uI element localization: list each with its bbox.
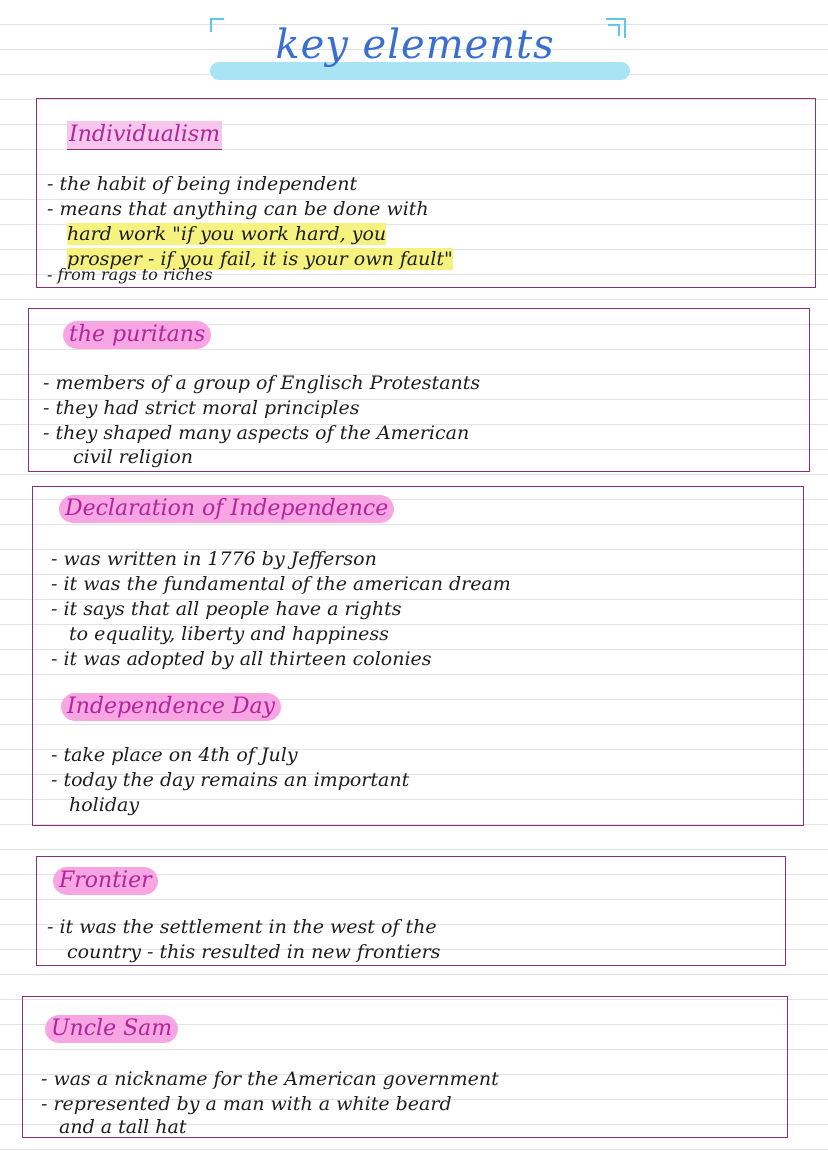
puritans-line-1: - members of a group of Englisch Protestants [43,372,481,394]
page-title-area [210,14,630,92]
independence-day-line-3: holiday [69,794,140,816]
individualism-line-1: - the habit of being independent [47,173,358,195]
declaration-line-1: - was written in 1776 by Jefferson [51,548,377,570]
individualism-line-3-text: hard work "if you work hard, you [67,223,387,245]
individualism-line-2: - means that anything can be done with [47,198,429,220]
puritans-line-2: - they had strict moral principles [43,397,360,419]
uncle-sam-line-1: - was a nickname for the American government [41,1068,499,1090]
frontier-line-2: country - this resulted in new frontiers [67,941,441,963]
uncle-sam-line-2: - represented by a man with a white beard [41,1093,452,1115]
declaration-line-4: to equality, liberty and happiness [69,623,389,645]
declaration-line-5: - it was adopted by all thirteen colonies [51,648,432,670]
puritans-line-3: - they shaped many aspects of the American [43,422,470,444]
individualism-line-3 [67,222,386,247]
declaration-heading: Declaration of Independence [59,495,394,523]
individualism-line-5: - from rags to riches [47,265,213,284]
frontier-heading: Frontier [53,867,158,895]
uncle-sam-heading: Uncle Sam [45,1015,178,1043]
individualism-line-4-text: prosper - if you fail, it is your own fault" [67,248,453,270]
declaration-line-2: - it was the fundamental of the american dream [51,573,511,595]
frontier-line-1: - it was the settlement in the west of the [47,916,437,938]
puritans-heading: the puritans [63,321,211,349]
frontier-box [36,856,786,966]
individualism-box [36,98,816,288]
independence-day-line-1: - take place on 4th of July [51,744,298,766]
uncle-sam-box [22,996,788,1138]
puritans-line-4: civil religion [73,446,194,468]
page-title: key elements [275,22,555,68]
puritans-box [28,308,810,472]
individualism-heading: Individualism [67,121,222,150]
declaration-box [32,486,804,826]
uncle-sam-line-3: and a tall hat [59,1116,187,1138]
declaration-line-3: - it says that all people have a rights [51,598,402,620]
independence-day-line-2: - today the day remains an important [51,769,410,791]
independence-day-heading: Independence Day [61,693,281,721]
